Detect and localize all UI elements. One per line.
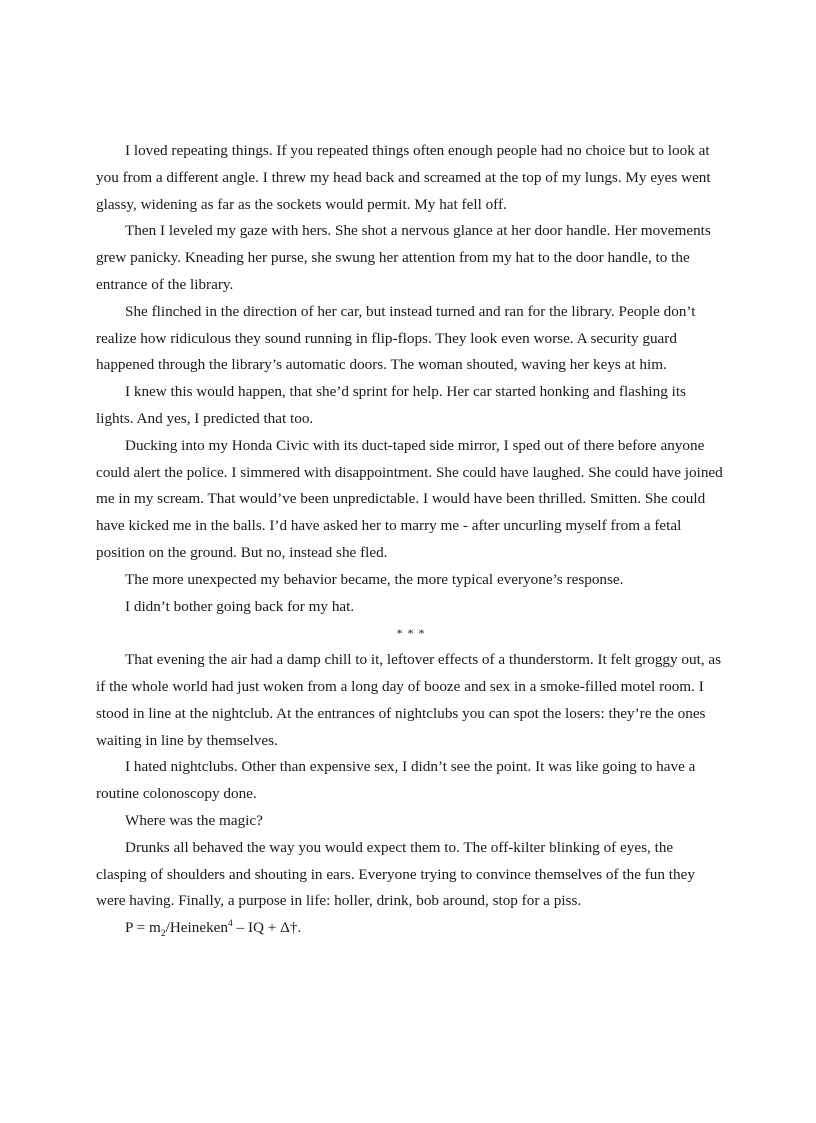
- paragraph: She flinched in the direction of her car, but instead turned and ran for the library. People don’t realize how ridiculous they sound running in flip-flops. They look even worse. A security guard happened through the library’s automatic doors. The woman shouted, waving her keys at him.: [96, 302, 696, 374]
- paragraph: I loved repeating things. If you repeated things often enough people had no choice but to look at you from a different angle. I threw my head back and screamed at the top of my lungs. My eyes went glassy, widening as far as the sockets would permit. My hat fell off.: [96, 142, 711, 213]
- formula-superscript: 4: [228, 919, 233, 930]
- formula-part: – IQ + Δ†.: [232, 919, 302, 937]
- body-text: [96, 138, 726, 942]
- formula-part: /Heineken: [165, 919, 229, 937]
- paragraph: That evening the air had a damp chill to it, leftover effects of a thunderstorm. It felt groggy out, as if the whole world had just woken from a long day of booze and sex in a smoke-filled motel room. I stood in line at the nightclub. At the entrances of nightclubs you can spot the losers: they’re the ones waiting in line by themselves.: [96, 651, 722, 749]
- paragraph: Then I leveled my gaze with hers. She shot a nervous glance at her door handle. Her movements grew panicky. Kneading her purse, she swung her attention from my hat to the door handle, to the entrance of the library.: [96, 222, 711, 293]
- paragraph: The more unexpected my behavior became, the more typical everyone’s response.: [125, 570, 624, 588]
- paragraph: Drunks all behaved the way you would expect them to. The off-kilter blinking of eyes, the clasping of shoulders and shouting in ears. Everyone trying to convince themselves of the fun they were having. Finally, a purpose in life: holler, drink, bob around, stop for a piss.: [96, 838, 695, 910]
- paragraph: I hated nightclubs. Other than expensive sex, I didn’t see the point. It was like going to have a routine colonoscopy done.: [96, 758, 696, 803]
- paragraph: Where was the magic?: [125, 811, 263, 829]
- formula-line: [96, 915, 726, 942]
- paragraph: I knew this would happen, that she’d sprint for help. Her car started honking and flashing its lights. And yes, I predicted that too.: [96, 383, 686, 427]
- formula-part: P = m: [125, 919, 161, 937]
- formula-subscript: 2: [160, 929, 166, 940]
- paragraph: Ducking into my Honda Civic with its duct-taped side mirror, I sped out of there before anyone could alert the police. I simmered with disappointment. She could have laughed. She could have joined me in my scream. That would’ve been unpredictable. I would have been thrilled. Smitten. She could have kicked me in the balls. I’d have asked her to marry me - after uncurling myself from a fetal position on the ground. But no, instead she fled.: [96, 436, 723, 561]
- paragraph: I didn’t bother going back for my hat.: [125, 597, 355, 615]
- section-separator: * * *: [396, 626, 426, 641]
